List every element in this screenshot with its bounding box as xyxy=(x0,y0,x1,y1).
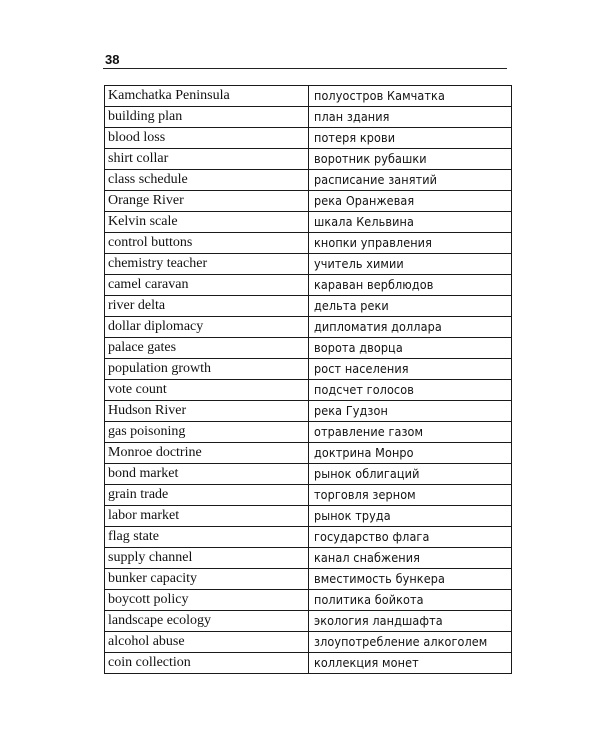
russian-translation-cell: воротник рубашки xyxy=(309,149,512,170)
english-term-cell: labor market xyxy=(105,506,309,527)
table-row xyxy=(105,590,512,611)
table-row xyxy=(105,317,512,338)
russian-translation-cell: отравление газом xyxy=(309,422,512,443)
page-number: 38 xyxy=(105,52,120,67)
english-term-cell: shirt collar xyxy=(105,149,309,170)
russian-translation-cell: злоупотребление алкоголем xyxy=(309,632,512,653)
english-term-cell: Kelvin scale xyxy=(105,212,309,233)
table-row xyxy=(105,338,512,359)
english-term-cell: gas poisoning xyxy=(105,422,309,443)
russian-translation-cell: торговля зерном xyxy=(309,485,512,506)
russian-translation-cell: ворота дворца xyxy=(309,338,512,359)
russian-translation-cell: потеря крови xyxy=(309,128,512,149)
russian-translation-cell: дельта реки xyxy=(309,296,512,317)
russian-translation-cell: рынок труда xyxy=(309,506,512,527)
english-term-cell: class schedule xyxy=(105,170,309,191)
english-term-cell: alcohol abuse xyxy=(105,632,309,653)
table-row xyxy=(105,212,512,233)
english-term-cell: vote count xyxy=(105,380,309,401)
table-row xyxy=(105,275,512,296)
english-term-cell: boycott policy xyxy=(105,590,309,611)
russian-translation-cell: караван верблюдов xyxy=(309,275,512,296)
english-term-cell: Hudson River xyxy=(105,401,309,422)
english-term-cell: building plan xyxy=(105,107,309,128)
table-row xyxy=(105,296,512,317)
russian-translation-cell: кнопки управления xyxy=(309,233,512,254)
table-row xyxy=(105,170,512,191)
english-term-cell: bunker capacity xyxy=(105,569,309,590)
table-row xyxy=(105,107,512,128)
russian-translation-cell: коллекция монет xyxy=(309,653,512,674)
russian-translation-cell: река Оранжевая xyxy=(309,191,512,212)
english-term-cell: landscape ecology xyxy=(105,611,309,632)
english-term-cell: dollar diplomacy xyxy=(105,317,309,338)
table-row xyxy=(105,653,512,674)
english-term-cell: grain trade xyxy=(105,485,309,506)
table-row xyxy=(105,380,512,401)
russian-translation-cell: рынок облигаций xyxy=(309,464,512,485)
header-rule xyxy=(103,68,507,69)
table-row xyxy=(105,86,512,107)
russian-translation-cell: канал снабжения xyxy=(309,548,512,569)
russian-translation-cell: государство флага xyxy=(309,527,512,548)
english-term-cell: bond market xyxy=(105,464,309,485)
russian-translation-cell: вместимость бункера xyxy=(309,569,512,590)
english-term-cell: Kamchatka Peninsula xyxy=(105,86,309,107)
table-row xyxy=(105,527,512,548)
english-term-cell: blood loss xyxy=(105,128,309,149)
english-term-cell: control buttons xyxy=(105,233,309,254)
russian-translation-cell: расписание занятий xyxy=(309,170,512,191)
table-row xyxy=(105,485,512,506)
english-term-cell: Orange River xyxy=(105,191,309,212)
table-row xyxy=(105,254,512,275)
russian-translation-cell: экология ландшафта xyxy=(309,611,512,632)
table-row xyxy=(105,464,512,485)
table-row xyxy=(105,632,512,653)
table-row xyxy=(105,149,512,170)
english-term-cell: supply channel xyxy=(105,548,309,569)
table-row xyxy=(105,359,512,380)
table-row xyxy=(105,401,512,422)
table-row xyxy=(105,506,512,527)
vocabulary-table-body xyxy=(105,86,512,674)
english-term-cell: coin collection xyxy=(105,653,309,674)
table-row xyxy=(105,548,512,569)
russian-translation-cell: полуостров Камчатка xyxy=(309,86,512,107)
english-term-cell: river delta xyxy=(105,296,309,317)
table-row xyxy=(105,422,512,443)
russian-translation-cell: план здания xyxy=(309,107,512,128)
table-row xyxy=(105,233,512,254)
russian-translation-cell: шкала Кельвина xyxy=(309,212,512,233)
english-term-cell: palace gates xyxy=(105,338,309,359)
english-term-cell: Monroe doctrine xyxy=(105,443,309,464)
russian-translation-cell: подсчет голосов xyxy=(309,380,512,401)
english-term-cell: flag state xyxy=(105,527,309,548)
table-row xyxy=(105,443,512,464)
russian-translation-cell: политика бойкота xyxy=(309,590,512,611)
table-row xyxy=(105,128,512,149)
english-term-cell: camel caravan xyxy=(105,275,309,296)
table-row xyxy=(105,191,512,212)
english-term-cell: chemistry teacher xyxy=(105,254,309,275)
russian-translation-cell: доктрина Монро xyxy=(309,443,512,464)
vocabulary-table xyxy=(104,85,512,674)
english-term-cell: population growth xyxy=(105,359,309,380)
russian-translation-cell: дипломатия доллара xyxy=(309,317,512,338)
russian-translation-cell: учитель химии xyxy=(309,254,512,275)
table-row xyxy=(105,569,512,590)
table-row xyxy=(105,611,512,632)
russian-translation-cell: рост населения xyxy=(309,359,512,380)
russian-translation-cell: река Гудзон xyxy=(309,401,512,422)
